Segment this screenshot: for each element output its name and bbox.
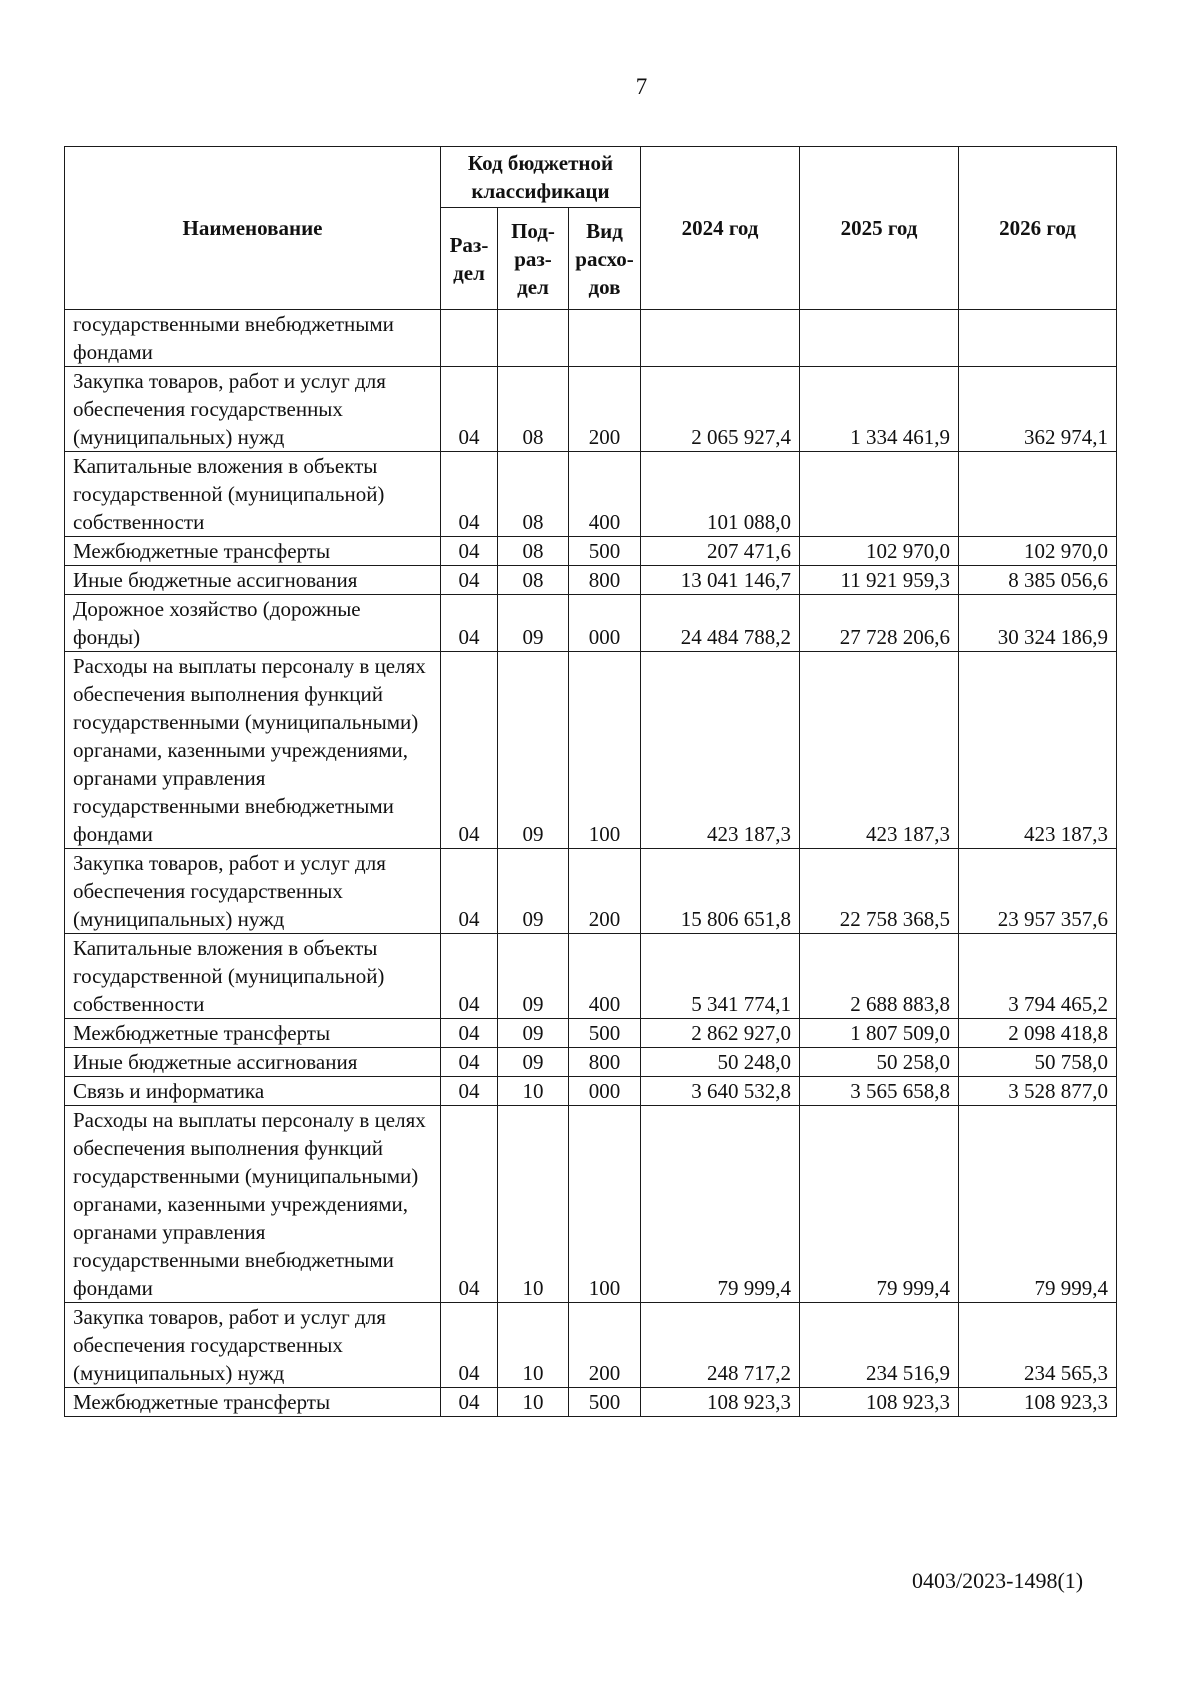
row-value-2026: 423 187,3 xyxy=(959,652,1117,849)
header-expense-type: Вид расхо-дов xyxy=(569,208,641,310)
row-subsection: 10 xyxy=(498,1388,569,1417)
row-name: Расходы на выплаты персоналу в целях обеспечения выполнения функций государственными (муниципальными) органами, казенными учреждениями, органами управления государственными внебюджетными фондами xyxy=(65,1106,441,1303)
row-name: Дорожное хозяйство (дорожные фонды) xyxy=(65,595,441,652)
row-section: 04 xyxy=(441,934,498,1019)
row-value-2024: 24 484 788,2 xyxy=(641,595,800,652)
row-subsection xyxy=(498,310,569,367)
row-value-2026: 362 974,1 xyxy=(959,367,1117,452)
row-value-2024: 207 471,6 xyxy=(641,537,800,566)
header-code-group: Код бюджетной классификаци xyxy=(441,147,641,208)
table-header xyxy=(65,147,1117,310)
table-row xyxy=(65,452,1117,537)
header-2024: 2024 год xyxy=(641,147,800,310)
row-name: Иные бюджетные ассигнования xyxy=(65,1048,441,1077)
row-subsection: 10 xyxy=(498,1303,569,1388)
row-section: 04 xyxy=(441,652,498,849)
row-value-2024: 2 862 927,0 xyxy=(641,1019,800,1048)
row-subsection: 08 xyxy=(498,566,569,595)
row-expense-type: 200 xyxy=(569,1303,641,1388)
row-subsection: 09 xyxy=(498,1019,569,1048)
row-value-2026: 3 794 465,2 xyxy=(959,934,1117,1019)
row-subsection: 09 xyxy=(498,934,569,1019)
row-section: 04 xyxy=(441,566,498,595)
header-2025: 2025 год xyxy=(800,147,959,310)
row-expense-type: 000 xyxy=(569,595,641,652)
row-value-2025: 11 921 959,3 xyxy=(800,566,959,595)
row-value-2024: 13 041 146,7 xyxy=(641,566,800,595)
row-value-2024: 108 923,3 xyxy=(641,1388,800,1417)
row-value-2026: 2 098 418,8 xyxy=(959,1019,1117,1048)
budget-table xyxy=(64,146,1117,1417)
row-subsection: 08 xyxy=(498,537,569,566)
header-subsection: Под-раз-дел xyxy=(498,208,569,310)
row-value-2025: 234 516,9 xyxy=(800,1303,959,1388)
row-value-2026: 8 385 056,6 xyxy=(959,566,1117,595)
row-value-2024: 3 640 532,8 xyxy=(641,1077,800,1106)
row-value-2024: 50 248,0 xyxy=(641,1048,800,1077)
header-2026: 2026 год xyxy=(959,147,1117,310)
row-expense-type: 000 xyxy=(569,1077,641,1106)
row-subsection: 09 xyxy=(498,849,569,934)
row-expense-type: 500 xyxy=(569,1388,641,1417)
row-value-2026: 234 565,3 xyxy=(959,1303,1117,1388)
row-value-2024 xyxy=(641,310,800,367)
row-value-2026: 50 758,0 xyxy=(959,1048,1117,1077)
row-value-2024: 423 187,3 xyxy=(641,652,800,849)
row-name: Расходы на выплаты персоналу в целях обеспечения выполнения функций государственными (муниципальными) органами, казенными учреждениями, органами управления государственными внебюджетными фондами xyxy=(65,652,441,849)
row-value-2025: 50 258,0 xyxy=(800,1048,959,1077)
row-expense-type: 500 xyxy=(569,1019,641,1048)
row-name: Межбюджетные трансферты xyxy=(65,537,441,566)
row-value-2026: 79 999,4 xyxy=(959,1106,1117,1303)
table-row xyxy=(65,1106,1117,1303)
table-row xyxy=(65,1388,1117,1417)
table-row xyxy=(65,1019,1117,1048)
table-row xyxy=(65,566,1117,595)
row-section: 04 xyxy=(441,452,498,537)
row-name: Связь и информатика xyxy=(65,1077,441,1106)
table-row xyxy=(65,310,1117,367)
row-value-2026: 30 324 186,9 xyxy=(959,595,1117,652)
row-value-2025: 79 999,4 xyxy=(800,1106,959,1303)
row-value-2025: 27 728 206,6 xyxy=(800,595,959,652)
row-subsection: 09 xyxy=(498,652,569,849)
table-row xyxy=(65,1048,1117,1077)
row-value-2025 xyxy=(800,452,959,537)
row-value-2026: 3 528 877,0 xyxy=(959,1077,1117,1106)
row-section: 04 xyxy=(441,1388,498,1417)
row-subsection: 09 xyxy=(498,1048,569,1077)
row-subsection: 10 xyxy=(498,1106,569,1303)
row-value-2024: 15 806 651,8 xyxy=(641,849,800,934)
row-section: 04 xyxy=(441,595,498,652)
row-expense-type: 400 xyxy=(569,934,641,1019)
row-value-2025: 3 565 658,8 xyxy=(800,1077,959,1106)
row-name: Закупка товаров, работ и услуг для обеспечения государственных (муниципальных) нужд xyxy=(65,367,441,452)
document-code: 0403/2023-1498(1) xyxy=(912,1568,1084,1593)
row-expense-type: 500 xyxy=(569,537,641,566)
header-name: Наименование xyxy=(65,147,441,310)
row-name: Иные бюджетные ассигнования xyxy=(65,566,441,595)
table-row xyxy=(65,1077,1117,1106)
row-subsection: 08 xyxy=(498,367,569,452)
row-section: 04 xyxy=(441,1048,498,1077)
row-name: Межбюджетные трансферты xyxy=(65,1019,441,1048)
row-name: Капитальные вложения в объекты государственной (муниципальной) собственности xyxy=(65,934,441,1019)
row-expense-type: 200 xyxy=(569,367,641,452)
row-value-2025: 1 334 461,9 xyxy=(800,367,959,452)
row-value-2025: 1 807 509,0 xyxy=(800,1019,959,1048)
row-subsection: 09 xyxy=(498,595,569,652)
row-expense-type: 800 xyxy=(569,566,641,595)
table-row xyxy=(65,652,1117,849)
row-section: 04 xyxy=(441,537,498,566)
row-section: 04 xyxy=(441,1303,498,1388)
row-expense-type: 200 xyxy=(569,849,641,934)
row-expense-type: 800 xyxy=(569,1048,641,1077)
row-section: 04 xyxy=(441,367,498,452)
row-value-2026: 102 970,0 xyxy=(959,537,1117,566)
row-section: 04 xyxy=(441,1106,498,1303)
row-value-2026: 23 957 357,6 xyxy=(959,849,1117,934)
row-section: 04 xyxy=(441,1019,498,1048)
row-value-2025: 102 970,0 xyxy=(800,537,959,566)
row-section xyxy=(441,310,498,367)
row-section: 04 xyxy=(441,1077,498,1106)
table-row xyxy=(65,1303,1117,1388)
row-name: Закупка товаров, работ и услуг для обеспечения государственных (муниципальных) нужд xyxy=(65,1303,441,1388)
row-subsection: 10 xyxy=(498,1077,569,1106)
row-value-2025: 2 688 883,8 xyxy=(800,934,959,1019)
row-value-2024: 248 717,2 xyxy=(641,1303,800,1388)
row-expense-type: 400 xyxy=(569,452,641,537)
table-body xyxy=(65,310,1117,1417)
row-name: Закупка товаров, работ и услуг для обеспечения государственных (муниципальных) нужд xyxy=(65,849,441,934)
row-section: 04 xyxy=(441,849,498,934)
table-row xyxy=(65,934,1117,1019)
row-name: государственными внебюджетными фондами xyxy=(65,310,441,367)
row-value-2025: 22 758 368,5 xyxy=(800,849,959,934)
table-row xyxy=(65,849,1117,934)
row-value-2024: 79 999,4 xyxy=(641,1106,800,1303)
page-number: 7 xyxy=(635,74,648,99)
row-value-2026 xyxy=(959,452,1117,537)
row-value-2024: 2 065 927,4 xyxy=(641,367,800,452)
row-expense-type xyxy=(569,310,641,367)
row-value-2024: 5 341 774,1 xyxy=(641,934,800,1019)
row-value-2025: 108 923,3 xyxy=(800,1388,959,1417)
row-value-2026 xyxy=(959,310,1117,367)
row-name: Межбюджетные трансферты xyxy=(65,1388,441,1417)
row-expense-type: 100 xyxy=(569,1106,641,1303)
row-expense-type: 100 xyxy=(569,652,641,849)
row-value-2025: 423 187,3 xyxy=(800,652,959,849)
row-value-2024: 101 088,0 xyxy=(641,452,800,537)
table-row xyxy=(65,537,1117,566)
row-value-2025 xyxy=(800,310,959,367)
header-section: Раз-дел xyxy=(441,208,498,310)
row-name: Капитальные вложения в объекты государственной (муниципальной) собственности xyxy=(65,452,441,537)
table-row xyxy=(65,595,1117,652)
table-row xyxy=(65,367,1117,452)
row-subsection: 08 xyxy=(498,452,569,537)
row-value-2026: 108 923,3 xyxy=(959,1388,1117,1417)
